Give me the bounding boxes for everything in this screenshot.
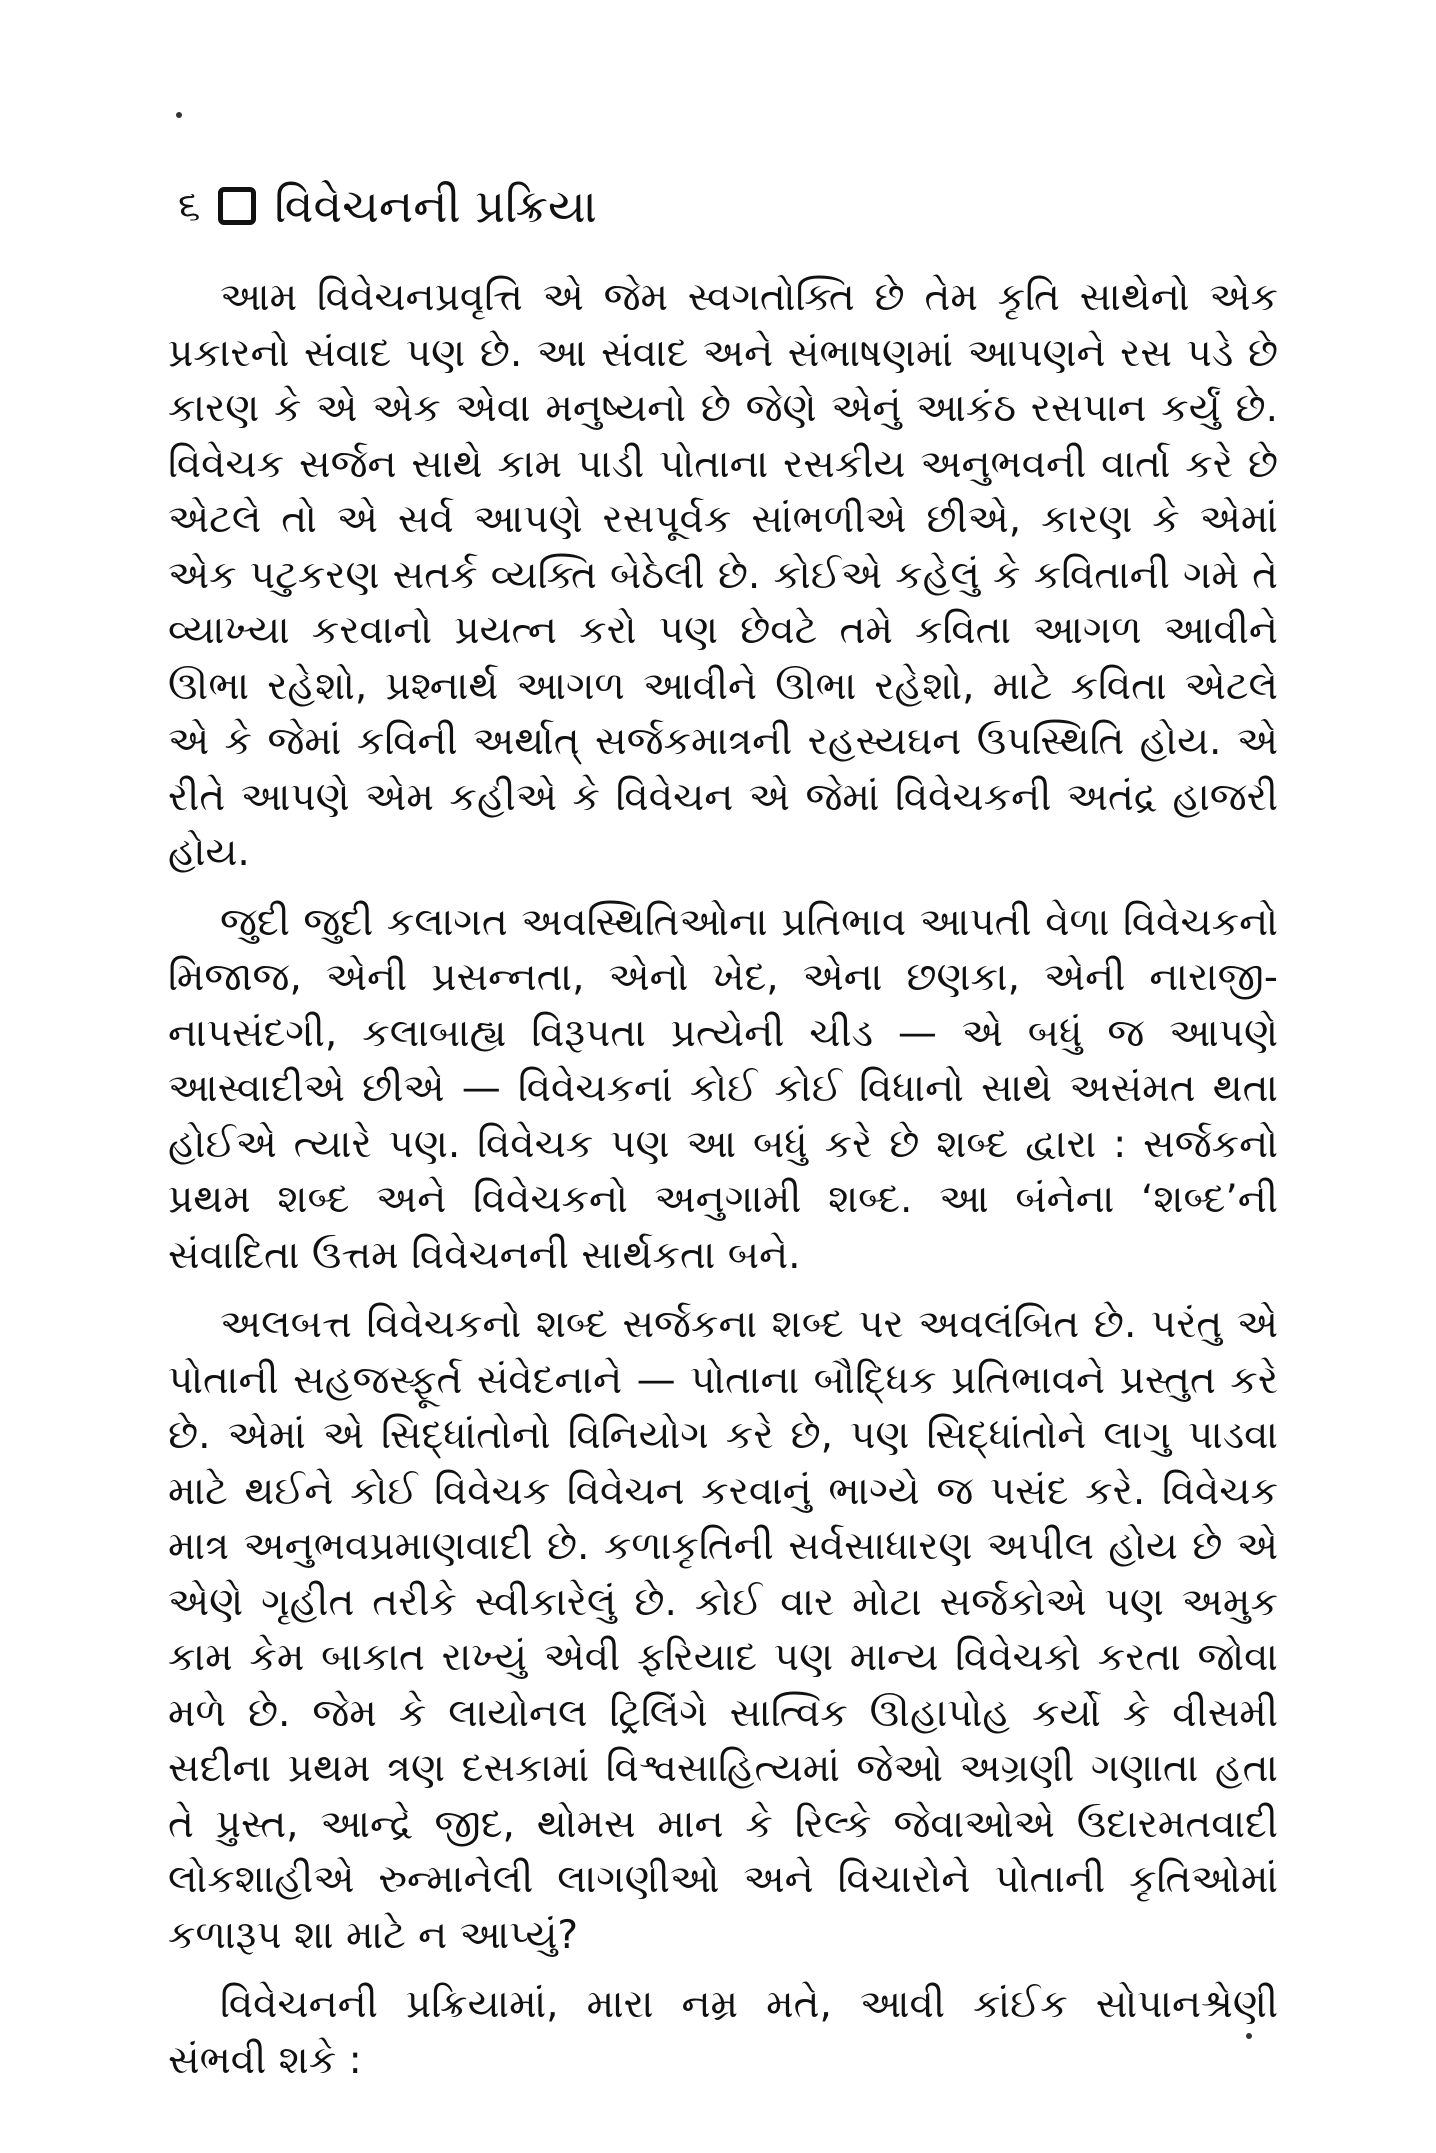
paragraph: વિવેચનની પ્રક્રિયામાં, મારા નમ્ર મતે, આવી કાંઈક સોપાનશ્રેણી સંભવી શકે : — [168, 1982, 1278, 2083]
square-ornament-icon — [218, 187, 256, 225]
paragraph: અલબત્ત વિવેચકનો શબ્દ સર્જકના શબ્દ પર અવલંબિત છે. પરંતુ એ પોતાની સહજસ્ફૂર્ત સંવેદનાને — પોતાના બૌદ્ધિક પ્રતિભાવને પ્રસ્તુત કરે છે. એમાં એ સિદ્ધાંતોનો વિનિયોગ કરે છે, પણ સિદ્ધાંતોને લાગુ પાડવા માટે થઈને કોઈ વિવેચક વિવેચન કરવાનું ભાગ્યે જ પસંદ કરે. વિવેચક માત્ર અનુભવપ્રમાણવાદી છે. કળાકૃતિની સર્વસાધારણ અપીલ હોય છે એ એણે ગૃહીત તરીકે સ્વીકારેલું છે. કોઈ વાર મોટા સર્જકોએ પણ અમુક કામ કેમ બાકાત રાખ્યું એવી ફરિયાદ પણ માન્ય વિવેચકો કરતા જોવા મળે છે. જેમ કે લાયોનલ ટ્રિલિંગે સાત્વિક ઊહાપોહ કર્યો કે વીસમી સદીના પ્રથમ ત્રણ દસકામાં વિશ્વસાહિત્યમાં જેઓ અગ્રણી ગણાતા હતા તે પ્રુસ્ત, આન્દ્રે જીદ, થોમસ માન કે રિલ્કે જેવાઓએ ઉદારમતવાદી લોકશાહીએ રુન્માનેલી લાગણીઓ અને વિચારોને પોતાની કૃતિઓમાં કળારૂપ શા માટે ન આપ્યું? — [168, 1302, 1278, 1958]
print-speck — [176, 112, 182, 118]
paragraph: આમ વિવેચનપ્રવૃત્તિ એ જેમ સ્વગતોક્તિ છે તેમ કૃતિ સાથેનો એક પ્રકારનો સંવાદ પણ છે. આ સંવાદ અને સંભાષણમાં આપણને રસ પડે છે કારણ કે એ એક એવા મનુષ્યનો છે જેણે એનું આકંઠ રસપાન કર્યું છે. વિવેચક સર્જન સાથે કામ પાડી પોતાના રસકીય અનુભવની વાર્તા કરે છે એટલે તો એ સર્વ આપણે રસપૂર્વક સાંભળીએ છીએ, કારણ કે એમાં એક પટુકરણ સતર્ક વ્યક્તિ બેઠેલી છે. કોઈએ કહેલું કે કવિતાની ગમે તે વ્યાખ્યા કરવાનો પ્રયત્ન કરો પણ છેવટે તમે કવિતા આગળ આવીને ઊભા રહેશો, પ્રશ્નાર્થ આગળ આવીને ઊભા રહેશો, માટે કવિતા એટલે એ કે જેમાં કવિની અર્થાત્ સર્જકમાત્રની રહસ્યઘન ઉપસ્થિતિ હોય. એ રીતે આપણે એમ કહીએ કે વિવેચન એ જેમાં વિવેચકની અતંદ્ર હાજરી હોય. — [168, 275, 1278, 875]
page-number: ૬ — [178, 183, 201, 229]
paragraph: જુદી જુદી કલાગત અવસ્થિતિઓના પ્રતિભાવ આપતી વેળા વિવેચકનો મિજાજ, એની પ્રસન્નતા, એનો ખેદ, એના છણકા, એની નારાજી-નાપસંદગી, કલાબાહ્ય વિરૂપતા પ્રત્યેની ચીડ — એ બધું જ આપણે આસ્વાદીએ છીએ — વિવેચકનાં કોઈ કોઈ વિધાનો સાથે અસંમત થતા હોઈએ ત્યારે પણ. વિવેચક પણ આ બધું કરે છે શબ્દ દ્વારા : સર્જકનો પ્રથમ શબ્દ અને વિવેચકનો અનુગામી શબ્દ. આ બંનેના ‘શબ્દ’ની સંવાદિતા ઉત્તમ વિવેચનની સાર્થકતા બને. — [168, 899, 1278, 1278]
chapter-title: વિવેચનની પ્રક્રિયા — [274, 179, 597, 233]
body-text — [168, 270, 1278, 2088]
page-header — [178, 178, 597, 234]
